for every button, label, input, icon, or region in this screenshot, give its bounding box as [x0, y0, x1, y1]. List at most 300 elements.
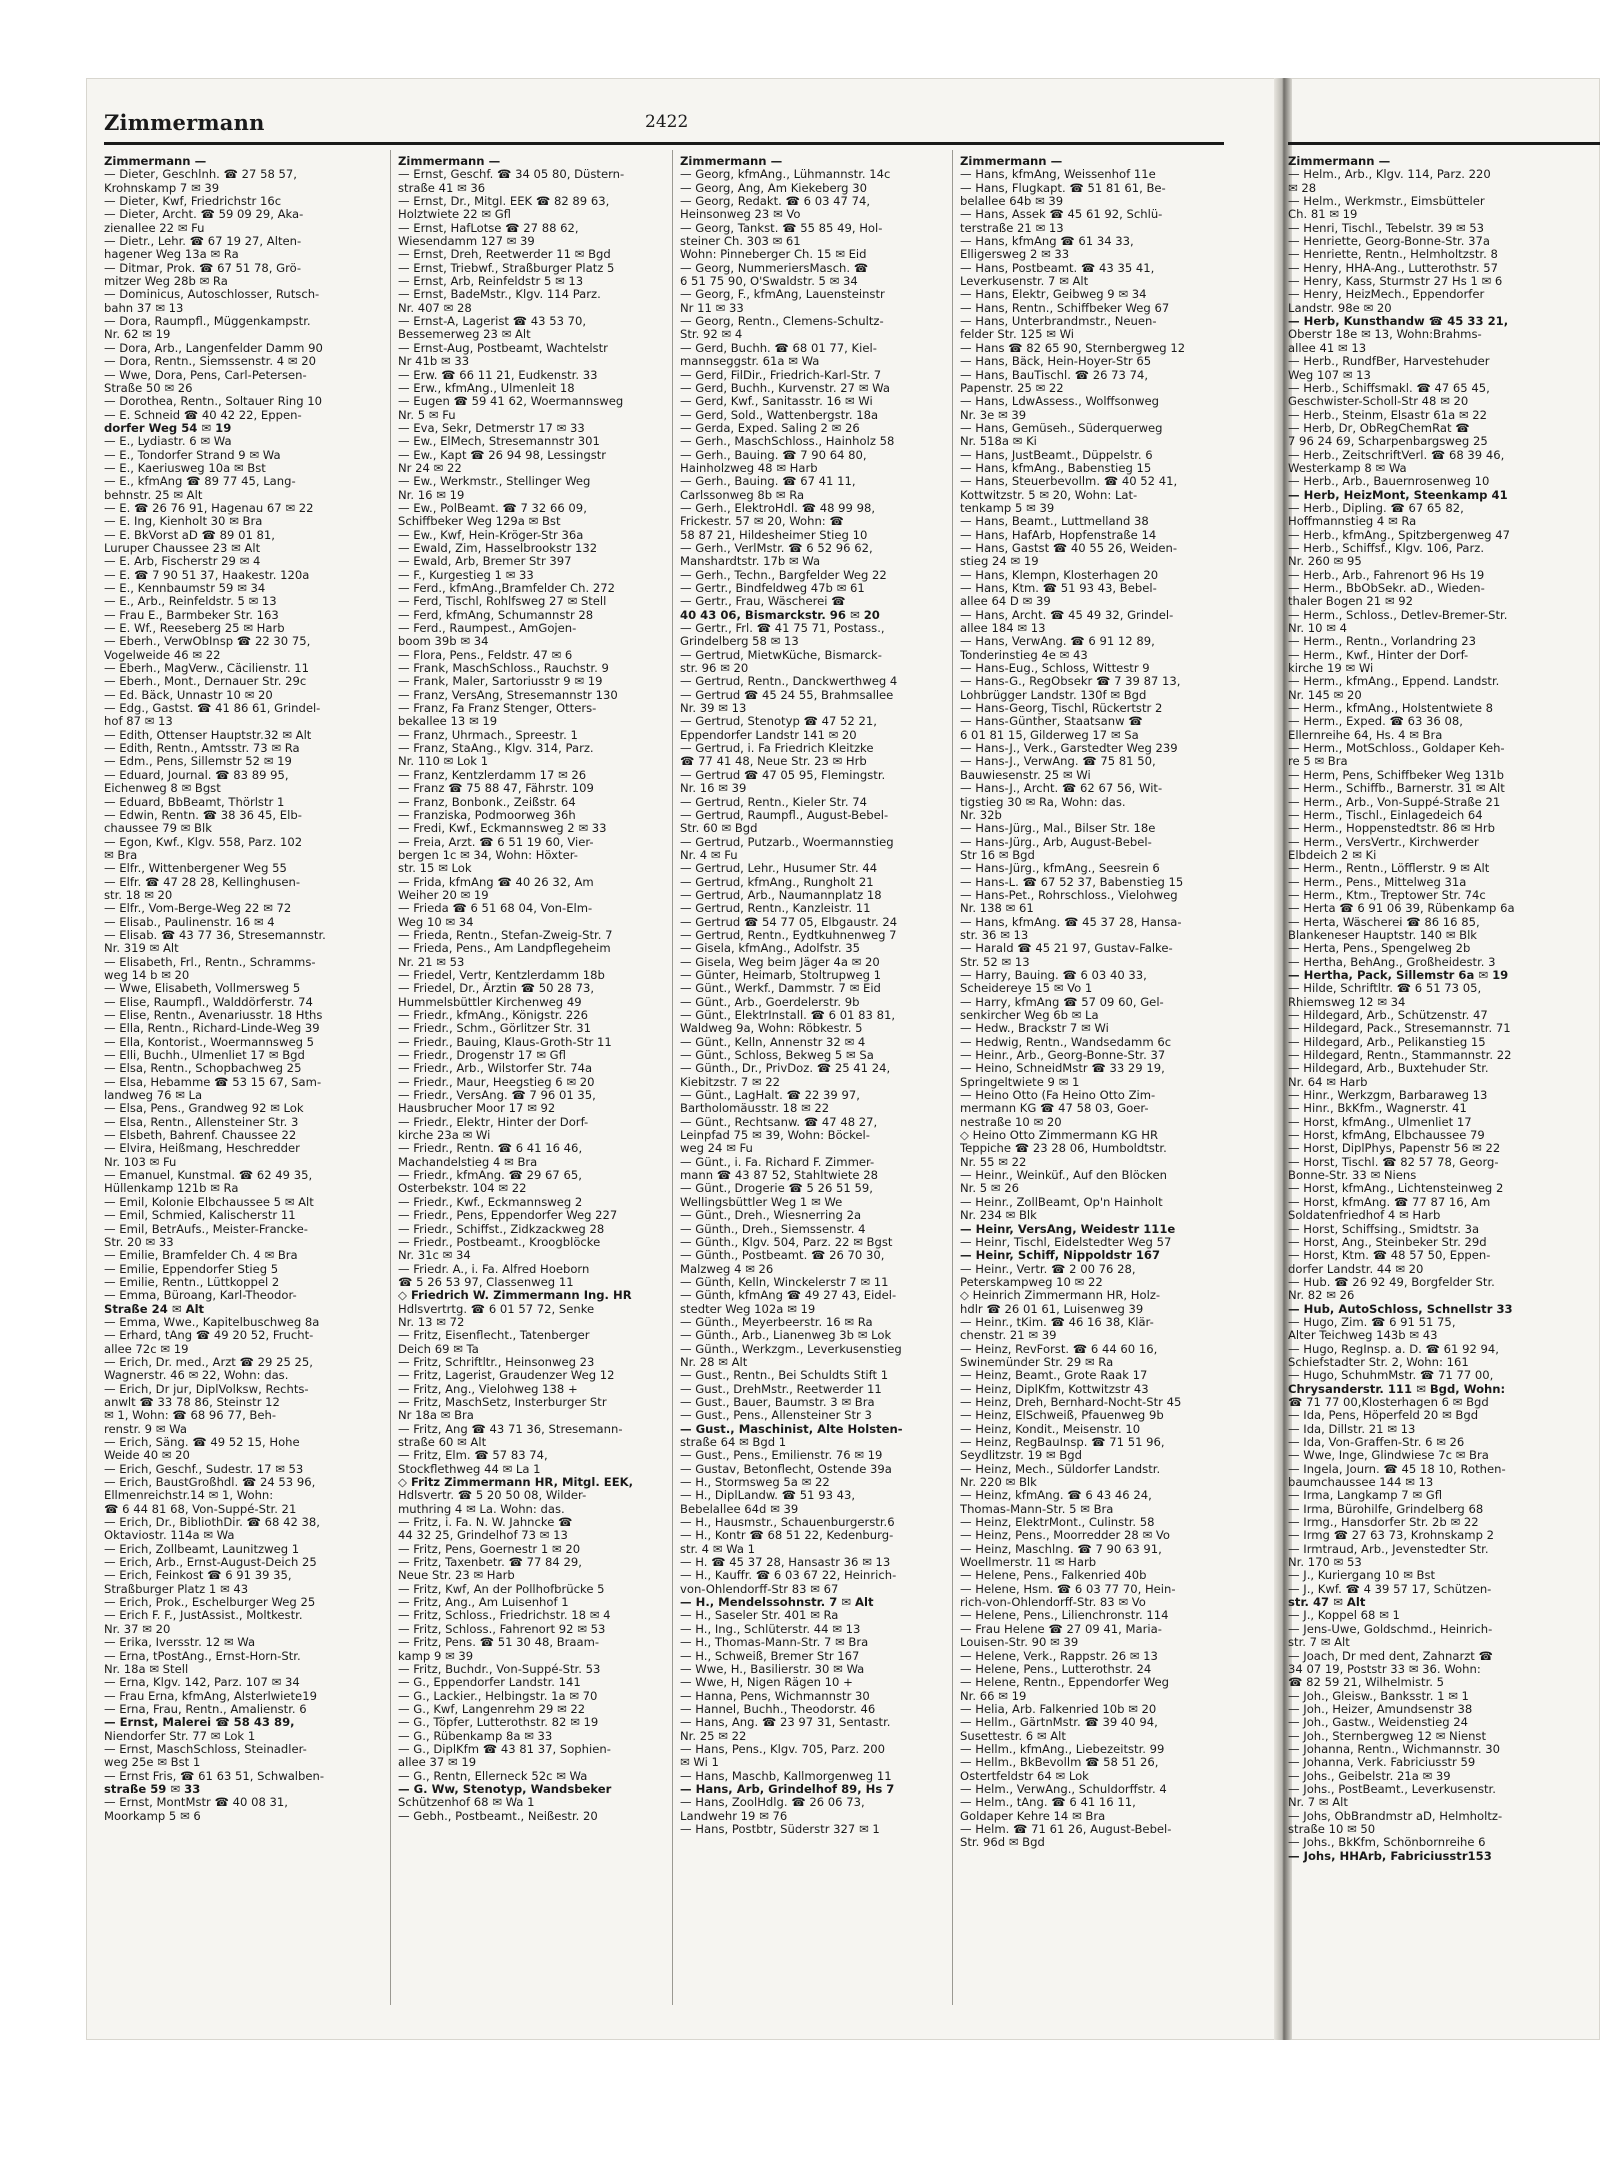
directory-entry: — Erich, Dr. med., Arzt ☎ 29 25 25, — [104, 1355, 313, 1369]
directory-entry: — Herm., VersVertr., Kirchwerder — [1288, 835, 1479, 849]
directory-entry: Str. 52 ✉ 13 — [960, 955, 1030, 969]
directory-entry: chaussee 79 ✉ Blk — [104, 822, 212, 836]
directory-entry: — Herm., Tischl., Einlagedeich 64 — [1288, 808, 1483, 822]
directory-entry: weg 24 ✉ Fu — [680, 1142, 753, 1156]
directory-entry: kamp 9 ✉ 39 — [398, 1649, 474, 1663]
directory-entry: — Emma, Wwe., Kapitelbuschweg 8a — [104, 1315, 320, 1329]
directory-entry: mermann KG ☎ 47 58 03, Goer- — [960, 1102, 1149, 1116]
directory-entry: — Herm., Rentn., Löfflerstr. 9 ✉ Alt — [1288, 862, 1490, 876]
directory-entry: Nr 41b ✉ 33 — [398, 355, 470, 369]
directory-entry: — Gertrud, kfmAng., Rungholt 21 — [680, 875, 874, 889]
directory-entry: — Helm., Arb., Klgv. 114, Parz. 220 — [1288, 168, 1491, 182]
directory-entry: — Erich, Dr., BibliothDir. ☎ 68 42 38, — [104, 1516, 320, 1530]
directory-entry: — Helm. ☎ 71 61 26, August-Bebel- — [960, 1822, 1172, 1836]
directory-entry: — Hildegard, Arb., Pelikanstieg 15 — [1288, 1035, 1486, 1049]
directory-entry: — Gertrud, Arb., Naumannplatz 18 — [680, 888, 882, 902]
directory-entry: — Hans, HafArb, Hopfenstraße 14 — [960, 528, 1157, 542]
directory-entry: — Gertrud ☎ 54 77 05, Elbgaustr. 24 — [680, 915, 898, 929]
directory-entry: — Wwe, H, Nigen Rägen 10 + — [680, 1676, 853, 1690]
directory-entry: — Elisabeth, Frl., Rentn., Schramms- — [104, 955, 316, 969]
directory-entry: — Harry, Bauing. ☎ 6 03 40 33, — [960, 968, 1147, 982]
directory-entry: — Herb., RundfBer, Harvestehuder — [1288, 355, 1490, 369]
directory-entry: — Günt., Arb., Goerdelerstr. 9b — [680, 995, 860, 1009]
directory-entry: — Ernst Fris, ☎ 61 63 51, Schwalben- — [104, 1769, 325, 1783]
directory-entry: — Helene, Rentn., Eppendorfer Weg — [960, 1676, 1169, 1690]
directory-entry: — Emilie, Rentn., Lüttkoppel 2 — [104, 1275, 280, 1289]
directory-entry: — Günt., Werkf., Dammstr. 7 ✉ Eid — [680, 982, 881, 996]
directory-entry: — Hans, Unterbrandmstr., Neuen- — [960, 315, 1157, 329]
column-divider — [390, 150, 391, 2005]
directory-entry: — Hans-Jürg., Mal., Bilser Str. 18e — [960, 822, 1156, 836]
directory-entry: stieg 24 ✉ 19 — [960, 555, 1039, 569]
directory-entry: — Georg, Rentn., Clemens-Schultz- — [680, 315, 884, 329]
directory-entry: str. 36 ✉ 13 — [960, 928, 1029, 942]
directory-entry: — Fritz, Lagerist, Graudenzer Weg 12 — [398, 1369, 615, 1383]
directory-entry: — Heinz, Beamt., Grote Raak 17 — [960, 1369, 1148, 1383]
directory-entry: — Johanna, Verk. Fabriciusstr 59 — [1288, 1756, 1476, 1770]
directory-entry: — Hans, Elektr, Geibweg 9 ✉ 34 — [960, 288, 1147, 302]
directory-entry: — G., Eppendorfer Landstr. 141 — [398, 1676, 581, 1690]
directory-entry: — Heinr., ZollBeamt, Op'n Hainholt — [960, 1195, 1163, 1209]
directory-entry: — Ernst, Malerei ☎ 58 43 89, — [104, 1716, 295, 1730]
directory-entry: Heinsonweg 23 ✉ Vo — [680, 208, 801, 222]
directory-entry: str. 7 ✉ Alt — [1288, 1636, 1350, 1650]
directory-entry: — G., Rübenkamp 8a ✉ 33 — [398, 1729, 553, 1743]
directory-entry: — Ew., Kwf, Hein-Kröger-Str 36a — [398, 528, 584, 542]
directory-entry: allee 37 ✉ 19 — [398, 1756, 477, 1770]
directory-entry: — Hans, kfmAng., Babenstieg 15 — [960, 461, 1152, 475]
directory-entry: — Hans, Arb, Grindelhof 89, Hs 7 — [680, 1782, 895, 1796]
directory-entry: Carlssonweg 8b ✉ Ra — [680, 488, 805, 502]
directory-entry: — Hans, kfmAng, Weissenhof 11e — [960, 168, 1156, 182]
directory-entry: — Hans, Ang. ☎ 23 97 31, Sentastr. — [680, 1716, 891, 1730]
directory-entry: — Ernst, Dreh, Reetwerder 11 ✉ Bgd — [398, 248, 611, 262]
directory-entry: — Elfr. ☎ 47 28 28, Kellinghusen- — [104, 875, 301, 889]
directory-entry: Landstr. 98e ✉ 20 — [1288, 301, 1392, 315]
directory-entry: str. 15 ✉ Lok — [398, 862, 472, 876]
directory-entry: Stockflethweg 44 ✉ La 1 — [398, 1462, 541, 1476]
directory-entry: Hainholzweg 48 ✉ Harb — [680, 461, 818, 475]
directory-entry: — Gertrud, Rentn., Eydtkuhnenweg 7 — [680, 928, 897, 942]
directory-entry: 7 96 24 69, Scharpenbargsweg 25 — [1288, 435, 1488, 449]
directory-entry: — Emilie, Bramfelder Ch. 4 ✉ Bra — [104, 1249, 298, 1263]
directory-entry: — Joh., Gleisw., Banksstr. 1 ✉ 1 — [1288, 1689, 1469, 1703]
directory-entry: — Elisab., Paulinenstr. 16 ✉ 4 — [104, 915, 275, 929]
directory-entry: — Günt., Schloss, Bekweg 5 ✉ Sa — [680, 1049, 874, 1063]
directory-entry: straße 60 ✉ Alt — [398, 1436, 487, 1449]
directory-entry: — Hans, VerwAng. ☎ 6 91 12 89, — [960, 635, 1155, 649]
directory-entry: — Herb., Schiffsmakl. ☎ 47 65 45, — [1288, 381, 1490, 395]
directory-entry: str. 4 ✉ Wa 1 — [680, 1542, 756, 1556]
directory-entry: — Herb., Schiffsf., Klgv. 106, Parz. — [1288, 541, 1485, 555]
directory-entry: — Johanna, Rentn., Wichmannstr. 30 — [1288, 1742, 1501, 1756]
directory-entry: — Edm., Pens, Sillemstr 52 ✉ 19 — [104, 755, 292, 769]
directory-entry: Wohn: Pinneberger Ch. 15 ✉ Eid — [680, 248, 867, 262]
directory-entry: — Dora, Rentn., Siemssenstr. 4 ✉ 20 — [104, 355, 316, 369]
page-header-title: Zimmermann — [104, 110, 265, 135]
directory-entry: — Erna, tPostAng., Ernst-Horn-Str. — [104, 1649, 301, 1663]
directory-entry: — Hans, kfmAng ☎ 61 34 33, — [960, 235, 1134, 249]
directory-entry: — Franz, Fa Franz Stenger, Otters- — [398, 702, 597, 716]
directory-entry: Machandelstieg 4 ✉ Bra — [398, 1155, 538, 1169]
directory-entry: Nr. 16 ✉ 19 — [398, 488, 465, 502]
directory-entry: Malzweg 4 ✉ 26 — [680, 1262, 774, 1276]
directory-entry: Teppiche ☎ 23 28 06, Humboldtstr. — [960, 1142, 1167, 1156]
directory-entry: Nr. 32b — [960, 808, 1002, 822]
directory-entry: — Heinz, Kondit., Meisenstr. 10 — [960, 1422, 1141, 1436]
directory-entry: steiner Ch. 303 ✉ 61 — [680, 235, 801, 249]
directory-entry: — Hinr., Werkzgm, Barbaraweg 13 — [1288, 1089, 1488, 1103]
directory-entry: ✉ 28 — [1288, 181, 1317, 195]
directory-entry: dorfer Landstr. 44 ✉ 20 — [1288, 1262, 1424, 1276]
directory-entry: Nr. 260 ✉ 95 — [1288, 555, 1362, 569]
directory-entry: — Irma, Bürohilfe, Grindelberg 68 — [1288, 1502, 1484, 1516]
directory-entry: — H., Kauffr. ☎ 6 03 67 22, Heinrich- — [680, 1569, 897, 1583]
directory-entry: — Irmg., Hansdorfer Str. 2b ✉ 22 — [1288, 1516, 1479, 1530]
directory-entry: — Johs., PostBeamt., Leverkusenstr. — [1288, 1782, 1496, 1796]
directory-entry: baumchaussee 144 ✉ 13 — [1288, 1476, 1434, 1490]
directory-entry: Kottwitzstr. 5 ✉ 20, Wohn: Lat- — [960, 488, 1138, 502]
directory-entry: — Henri, Tischl., Tebelstr. 39 ✉ 53 — [1288, 221, 1485, 235]
directory-entry: — Friedr., Elektr, Hinter der Dorf- — [398, 1115, 589, 1129]
directory-entry: — Erw., kfmAng., Ulmenleit 18 — [398, 381, 575, 395]
directory-entry: Geschwister-Scholl-Str 48 ✉ 20 — [1288, 395, 1469, 409]
directory-entry: — Gisela, kfmAng., Adolfstr. 35 — [680, 942, 861, 956]
directory-entry: anwlt ☎ 33 78 86, Steinstr 12 — [104, 1395, 280, 1409]
directory-entry: — Heinr., tKim. ☎ 46 16 38, Klär- — [960, 1315, 1154, 1329]
directory-entry: — Herb., ZeitschriftVerl. ☎ 68 39 46, — [1288, 448, 1505, 462]
directory-entry: Bonne-Str. 33 ✉ Niens — [1288, 1169, 1417, 1183]
directory-entry: — Flora, Pens., Feldstr. 47 ✉ 6 — [398, 648, 573, 662]
directory-entry: — Ew., Kapt ☎ 26 94 98, Lessingstr — [398, 448, 607, 462]
directory-entry: — Hans, Bäck, Hein-Hoyer-Str 65 — [960, 355, 1152, 369]
directory-entry: Papenstr. 25 ✉ 22 — [960, 381, 1064, 395]
directory-entry: Rhiemsweg 12 ✉ 34 — [1288, 995, 1406, 1009]
directory-entry: — J., Kuriergang 10 ✉ Bst — [1288, 1569, 1436, 1583]
directory-entry: — Irma, Langkamp 7 ✉ Gfl — [1288, 1489, 1443, 1503]
directory-entry: Schiffbeker Weg 129a ✉ Bst — [398, 515, 561, 529]
directory-entry: Nr. 66 ✉ 19 — [960, 1689, 1027, 1703]
directory-entry: — Fritz, Schloss., Friedrichstr. 18 ✉ 4 — [398, 1609, 611, 1623]
column-heading: Zimmermann — — [398, 155, 501, 168]
directory-entry: — Hans, Postbtr, Süderstr 327 ✉ 1 — [680, 1822, 880, 1836]
directory-entry: Str. 96d ✉ Bgd — [960, 1836, 1045, 1850]
directory-entry: Waldweg 9a, Wohn: Röbkestr. 5 — [680, 1022, 863, 1036]
directory-entry: — Herm., Pens., Mittelweg 31a — [1288, 875, 1467, 889]
directory-entry: rich-von-Ohlendorff-Str. 83 ✉ Vo — [960, 1596, 1146, 1610]
directory-entry: — Gerh., Techn., Bargfelder Weg 22 — [680, 568, 887, 582]
directory-entry: — Ida, Pens, Höperfeld 20 ✉ Bgd — [1288, 1409, 1479, 1423]
directory-entry: — Helm., Werkmstr., Eimsbütteler — [1288, 195, 1485, 209]
directory-entry: ◇ Friedrich W. Zimmermann Ing. HR — [398, 1289, 632, 1303]
directory-entry: — Heinz, kfmAng. ☎ 6 43 46 24, — [960, 1489, 1152, 1503]
directory-entry: — Erich, Säng. ☎ 49 52 15, Hohe — [104, 1436, 300, 1449]
directory-entry: Weg 10 ✉ 34 — [398, 915, 474, 929]
directory-entry: — Helene, Verk., Rappstr. 26 ✉ 13 — [960, 1649, 1158, 1663]
directory-entry: — Ew., Werkmstr., Stellinger Weg — [398, 475, 591, 489]
directory-entry: mannseggstr. 61a ✉ Wa — [680, 355, 820, 369]
directory-entry: — Herm., Schloss., Detlev-Bremer-Str. — [1288, 608, 1508, 622]
directory-entry: — Elisab. ☎ 43 77 36, Stresemannstr. — [104, 928, 326, 942]
directory-entry: kirche 19 ✉ Wi — [1288, 662, 1374, 676]
directory-entry: — Hildegard, Arb., Buxtehuder Str. — [1288, 1062, 1489, 1076]
directory-entry: — Gisela, Weg beim Jäger 4a ✉ 20 — [680, 955, 880, 969]
directory-entry: — Gertrud, Putzarb., Woermannstieg — [680, 835, 894, 849]
directory-entry: belallee 64b ✉ 39 — [960, 195, 1064, 209]
directory-entry: — Hans, Rentn., Schiffbeker Weg 67 — [960, 301, 1170, 315]
directory-entry: — G., DiplKfm ☎ 43 81 37, Sophien- — [398, 1742, 611, 1756]
directory-entry: Oktaviostr. 114a ✉ Wa — [104, 1529, 235, 1543]
directory-entry: — Emil, Schmied, Kalischerstr 11 — [104, 1209, 296, 1223]
header-rule-right-page — [1288, 142, 1600, 145]
directory-entry: — Herb, Dr, ObRegChemRat ☎ — [1288, 421, 1470, 435]
directory-entry: — Günt., ElektrInstall. ☎ 6 01 83 81, — [680, 1009, 896, 1022]
directory-entry: — Herb, Kunsthandw ☎ 45 33 21, — [1288, 315, 1509, 329]
directory-entry: straße 10 ✉ 50 — [1288, 1822, 1376, 1836]
directory-entry: Scheidereye 15 ✉ Vo 1 — [960, 982, 1093, 996]
directory-entry: — Hugo, Zim. ☎ 6 91 51 75, — [1288, 1315, 1456, 1329]
directory-entry: — Frida, kfmAng ☎ 40 26 32, Am — [398, 875, 594, 889]
directory-entry: mann ☎ 43 87 52, Stahltwiete 28 — [680, 1169, 878, 1183]
directory-entry: Nr. 39 ✉ 13 — [680, 702, 747, 716]
directory-entry: — Herta ☎ 6 91 06 39, Rübenkamp 6a — [1288, 902, 1515, 916]
directory-entry: — Helene, Pens., Lutterothstr. 24 — [960, 1662, 1152, 1676]
directory-entry: — Günt., Rechtsanw. ☎ 47 48 27, — [680, 1115, 878, 1129]
directory-entry: felder Str. 125 ✉ Wi — [960, 328, 1075, 342]
directory-entry: — Johs., BkKfm, Schönbornreihe 6 — [1288, 1836, 1486, 1850]
directory-entry: stedter Weg 102a ✉ 19 — [680, 1302, 816, 1316]
directory-entry: — E., Kennbaumstr 59 ✉ 34 — [104, 582, 266, 595]
directory-entry: — Günt., Drogerie ☎ 5 26 51 59, — [680, 1182, 873, 1196]
directory-entry: — Hans, Beamt., Luttmelland 38 — [960, 515, 1149, 529]
directory-entry: Leinpfad 75 ✉ 39, Wohn: Böckel- — [680, 1129, 870, 1143]
directory-entry: — Heinz, RevForst. ☎ 6 44 60 16, — [960, 1342, 1158, 1356]
directory-entry: — Friedr. A., i. Fa. Alfred Hoeborn — [398, 1262, 590, 1276]
directory-entry: Nr. 145 ✉ 20 — [1288, 688, 1362, 702]
directory-entry: — Hub, AutoSchloss, Schnellstr 33 — [1288, 1302, 1513, 1316]
directory-entry: ☎ 82 59 21, Wilhelmistr. 5 — [1288, 1676, 1445, 1690]
directory-entry: — Dieter, Archt. ☎ 59 09 29, Aka- — [104, 208, 304, 222]
directory-entry: — Fritz, Pens, Goernestr 1 ✉ 20 — [398, 1542, 581, 1556]
directory-entry: — Ernst, BadeMstr., Klgv. 114 Parz. — [398, 288, 601, 302]
directory-entry: Hdlsvertrtg. ☎ 6 01 57 72, Senke — [398, 1302, 595, 1316]
directory-entry: — Erich, Feinkost ☎ 6 91 39 35, — [104, 1569, 292, 1583]
directory-entry: chenstr. 21 ✉ 39 — [960, 1329, 1057, 1343]
directory-entry: — Hans, Gemüseh., Süderquerweg — [960, 421, 1163, 435]
directory-entry: Thomas-Mann-Str. 5 ✉ Bra — [960, 1502, 1114, 1516]
directory-entry: — Ernst, Arb, Reinfeldstr 5 ✉ 13 — [398, 275, 584, 289]
directory-entry: — E., Kaeriusweg 10a ✉ Bst — [104, 461, 266, 475]
directory-entry: — Ernst, Dr., Mitgl. EEK ☎ 82 89 63, — [398, 195, 610, 209]
directory-entry: 34 07 19, Poststr 33 ✉ 36. Wohn: — [1288, 1662, 1481, 1676]
directory-entry: — Irmg ☎ 27 63 73, Krohnskamp 2 — [1288, 1529, 1494, 1543]
directory-entry: — H., Saseler Str. 401 ✉ Ra — [680, 1609, 839, 1623]
directory-entry: zienallee 22 ✉ Fu — [104, 221, 205, 235]
directory-entry: Str 16 ✉ Bgd — [960, 848, 1035, 862]
directory-entry: — Franz, StaAng., Klgv. 314, Parz. — [398, 742, 594, 756]
directory-entry: — Herb., Arb., Fahrenort 96 Hs 19 — [1288, 568, 1485, 582]
directory-entry: Wagnerstr. 46 ✉ 22, Wohn: das. — [104, 1369, 289, 1383]
directory-entry: — Ella, Rentn., Richard-Linde-Weg 39 — [104, 1022, 320, 1036]
directory-entry: — Heinr, VersAng, Weidestr 111e — [960, 1222, 1176, 1236]
directory-entry: — Fritz, Elm. ☎ 57 83 74, — [398, 1449, 548, 1463]
directory-entry: — Horst, kfmAng., Ulmenliet 17 — [1288, 1115, 1472, 1129]
directory-column-2 — [398, 155, 673, 2035]
directory-entry: — Wwe, Elisabeth, Vollmersweg 5 — [104, 982, 301, 996]
directory-entry: Nr. 4 ✉ Fu — [680, 848, 738, 862]
directory-entry: — Hellm., GärtnMstr. ☎ 39 40 94, — [960, 1716, 1158, 1730]
directory-entry: — Erna, Frau, Rentn., Amalienstr. 6 — [104, 1702, 307, 1716]
directory-entry: Frickestr. 57 ✉ 20, Wohn: ☎ — [680, 515, 844, 529]
directory-entry: — E., Tondorfer Strand 9 ✉ Wa — [104, 448, 281, 462]
directory-entry: — Ferd, kfmAng, Schumannstr 28 — [398, 608, 594, 622]
directory-entry: — Hans-Jürg., kfmAng., Seesrein 6 — [960, 862, 1160, 876]
directory-entry: Ostertfeldstr 64 ✉ Lok — [960, 1769, 1089, 1783]
directory-entry: bekallee 13 ✉ 19 — [398, 715, 498, 729]
directory-entry: boom 39b ✉ 34 — [398, 635, 489, 649]
directory-entry: — Fritz, Kwf, An der Pollhofbrücke 5 — [398, 1582, 605, 1596]
directory-entry: — Franz, Uhrmach., Spreestr. 1 — [398, 728, 578, 742]
directory-entry: — Eberh., Mont., Dernauer Str. 29c — [104, 675, 307, 689]
directory-entry: muthring 4 ✉ La. Wohn: das. — [398, 1502, 565, 1516]
directory-entry: — Edg., Gastst. ☎ 41 86 61, Grindel- — [104, 702, 321, 716]
directory-entry: — H., DiplLandw. ☎ 51 93 43, — [680, 1489, 856, 1503]
directory-entry: 58 87 21, Hildesheimer Stieg 10 — [680, 528, 868, 542]
directory-entry: — Emil, BetrAufs., Meister-Francke- — [104, 1222, 308, 1236]
directory-entry: — Henriette, Georg-Bonne-Str. 37a — [1288, 235, 1490, 249]
directory-entry: Straßburger Platz 1 ✉ 43 — [104, 1582, 249, 1596]
directory-entry: terstraße 21 ✉ 13 — [960, 221, 1064, 235]
directory-entry: — Gerh., ElektroHdl. ☎ 48 99 98, — [680, 501, 876, 515]
page-number: 2422 — [645, 112, 689, 132]
directory-entry: ☎ 77 41 48, Neue Str. 23 ✉ Hrb — [680, 755, 867, 769]
directory-entry: — Ferd., Raumpest., AmGojen- — [398, 622, 577, 636]
directory-entry: — Hub. ☎ 26 92 49, Borgfelder Str. — [1288, 1275, 1495, 1289]
directory-entry: — Franziska, Podmoorweg 36h — [398, 808, 576, 822]
directory-entry: renstr. 9 ✉ Wa — [104, 1422, 187, 1436]
directory-entry: — Hans, Klempn, Klosterhagen 20 — [960, 568, 1159, 582]
directory-entry: Krohnskamp 7 ✉ 39 — [104, 181, 220, 195]
directory-entry: — Herm., kfmAng., Eppend. Landstr. — [1288, 675, 1500, 689]
directory-entry: — Gertrud ☎ 47 05 95, Flemingstr. — [680, 768, 886, 782]
directory-entry: — Herm, Pens, Schiffbeker Weg 131b — [1288, 768, 1504, 782]
directory-entry: — Emil, Kolonie Elbchaussee 5 ✉ Alt — [104, 1195, 314, 1209]
directory-entry: — Heinz, Dreh, Bernhard-Nocht-Str 45 — [960, 1395, 1182, 1409]
directory-entry: — Friedr., Rentn. ☎ 6 41 16 46, — [398, 1142, 583, 1156]
directory-entry: Soldatenfriedhof 4 ✉ Harb — [1288, 1209, 1441, 1223]
directory-entry: hdlr ☎ 26 01 61, Luisenweg 39 — [960, 1302, 1144, 1316]
directory-entry: — Hans, Postbeamt. ☎ 43 35 41, — [960, 261, 1155, 275]
directory-entry: — Friedr., Schiffst., Zidkzackweg 28 — [398, 1222, 605, 1236]
directory-entry: ◇ Fritz Zimmermann HR, Mitgl. EEK, — [398, 1476, 633, 1490]
directory-entry: Manshardtstr. 17b ✉ Wa — [680, 555, 821, 569]
directory-entry: — Horst, kfmAng, Elbchaussee 79 — [1288, 1129, 1485, 1143]
directory-entry: — Franz, VersAng, Stresemannstr 130 — [398, 688, 618, 702]
directory-entry: Hoffmannstieg 4 ✉ Ra — [1288, 515, 1417, 529]
directory-entry: ☎ 6 44 81 68, Von-Suppé-Str. 21 — [104, 1502, 297, 1516]
directory-entry: allee 184 ✉ 13 — [960, 622, 1046, 636]
directory-entry: — Herm., BbObSekr. aD., Wieden- — [1288, 582, 1485, 595]
directory-entry: — Helene, Pens., Falkenried 40b — [960, 1569, 1147, 1583]
directory-entry: ◇ Heinrich Zimmermann HR, Holz- — [960, 1289, 1161, 1303]
directory-entry: — Herb., kfmAng., Spitzbergenweg 47 — [1288, 528, 1510, 542]
directory-entry: — Eberh., MagVerw., Cäcilienstr. 11 — [104, 662, 310, 676]
directory-entry: Bebelallee 64d ✉ 39 — [680, 1502, 799, 1516]
directory-entry: Chrysanderstr. 111 ✉ Bgd, Wohn: — [1288, 1382, 1506, 1396]
directory-entry: — Emanuel, Kunstmal. ☎ 62 49 35, — [104, 1169, 313, 1183]
directory-entry: ◇ Heino Otto Zimmermann KG HR — [960, 1129, 1159, 1143]
directory-entry: — Hildegard, Rentn., Stammannstr. 22 — [1288, 1049, 1512, 1063]
directory-entry: Peterskampweg 10 ✉ 22 — [960, 1275, 1103, 1289]
directory-entry: — Friedel, Dr., Ärztin ☎ 50 28 73, — [398, 982, 595, 996]
directory-entry: — Gerd, Buchh., Kurvenstr. 27 ✉ Wa — [680, 381, 890, 395]
directory-entry: — Friedr., kfmAng., Königstr. 226 — [398, 1009, 588, 1022]
directory-entry: Nr. 5 ✉ 26 — [960, 1182, 1019, 1196]
directory-entry: — Frau Erna, kfmAng, Alsterlwiete19 — [104, 1689, 317, 1703]
directory-entry: Springeltwiete 9 ✉ 1 — [960, 1075, 1080, 1089]
directory-entry: — Hans-Günther, Staatsanw ☎ — [960, 715, 1143, 729]
directory-entry: — Heinz, DiplKfm, Kottwitzstr 43 — [960, 1382, 1149, 1396]
directory-entry: — Ditmar, Prok. ☎ 67 51 78, Grö- — [104, 261, 302, 275]
directory-entry: — Hans-Jürg., Arb, August-Bebel- — [960, 835, 1152, 849]
directory-entry: — Friedr., Kwf., Eckmannsweg 2 — [398, 1195, 583, 1209]
directory-entry: — Hans, Pens., Klgv. 705, Parz. 200 — [680, 1742, 885, 1756]
directory-entry: — Gust., Maschinist, Alte Holsten- — [680, 1422, 903, 1436]
directory-entry: — Herm., Rentn., Vorlandring 23 — [1288, 635, 1477, 649]
directory-entry: Nr. 31c ✉ 34 — [398, 1249, 471, 1263]
directory-entry: — Hans-J., VerwAng. ☎ 75 81 50, — [960, 755, 1156, 769]
directory-entry: ☎ 5 26 53 97, Classenweg 11 — [398, 1275, 574, 1289]
directory-entry: — Friedr., Bauing, Klaus-Groth-Str 11 — [398, 1035, 612, 1049]
directory-entry: Nr. 170 ✉ 53 — [1288, 1556, 1362, 1570]
directory-entry: — Friedr., Postbeamt., Kroogblöcke — [398, 1235, 601, 1249]
directory-entry: Nr 24 ✉ 22 — [398, 461, 462, 475]
directory-entry: — Dieter, Kwf, Friedrichstr 16c — [104, 195, 282, 209]
directory-entry: — Erich, Zollbeamt, Launitzweg 1 — [104, 1542, 300, 1556]
directory-entry: Bessemerweg 23 ✉ Alt — [398, 328, 531, 342]
directory-entry: hof 87 ✉ 13 — [104, 715, 173, 729]
directory-entry: — Günth., Dr., PrivDoz. ☎ 25 41 24, — [680, 1062, 891, 1076]
directory-entry: senkircher Weg 6b ✉ La — [960, 1009, 1099, 1022]
directory-entry: Wiesendamm 127 ✉ 39 — [398, 235, 535, 249]
directory-entry: Moorkamp 5 ✉ 6 — [104, 1809, 201, 1823]
directory-entry: Elbdeich 2 ✉ Ki — [1288, 848, 1377, 862]
directory-entry: — Hans, Gastst ☎ 40 55 26, Weiden- — [960, 541, 1178, 555]
directory-entry: Elligersweg 2 ✉ 33 — [960, 248, 1070, 262]
directory-entry: — Franz, Bonbonk., Zeißstr. 64 — [398, 795, 576, 809]
directory-entry: — Herb., Arb., Bauernrosenweg 10 — [1288, 475, 1490, 489]
directory-entry: — Günth., Klgv. 504, Parz. 22 ✉ Bgst — [680, 1235, 893, 1249]
directory-entry: — Friedr., Arb., Wilstorfer Str. 74a — [398, 1062, 593, 1076]
directory-entry: — Edith, Ottenser Hauptstr.32 ✉ Alt — [104, 728, 312, 742]
directory-entry: — Joh., Gastw., Weidenstieg 24 — [1288, 1716, 1469, 1730]
directory-entry: — Eduard, BbBeamt, Thörlstr 1 — [104, 795, 285, 809]
directory-entry: — Eduard, Journal. ☎ 83 89 95, — [104, 768, 289, 782]
directory-entry: — Hertha, Pack, Sillemstr 6a ✉ 19 — [1288, 968, 1509, 982]
directory-entry: — Erhard, tAng ☎ 49 20 52, Frucht- — [104, 1329, 314, 1343]
directory-entry: Niendorfer Str. 77 ✉ Lok 1 — [104, 1729, 256, 1743]
directory-entry: Louisen-Str. 90 ✉ 39 — [960, 1636, 1079, 1650]
directory-entry: — Gerh., MaschSchloss., Hainholz 58 — [680, 435, 895, 449]
directory-entry: — Hedw., Brackstr 7 ✉ Wi — [960, 1022, 1109, 1036]
directory-entry: — Heinz, Mech., Süldorfer Landstr. — [960, 1462, 1161, 1476]
directory-entry: — Gust., Pens., Allensteiner Str 3 — [680, 1409, 872, 1423]
directory-entry: — Gertrud, i. Fa Friedrich Kleitzke — [680, 742, 874, 756]
directory-entry: — Hedwig, Rentn., Wandsedamm 6c — [960, 1035, 1172, 1049]
directory-entry: — Günt., i. Fa. Richard F. Zimmer- — [680, 1155, 875, 1169]
directory-entry: — Georg, F., kfmAng, Lauensteinstr — [680, 288, 885, 302]
directory-entry: — Eberh., VerwObInsp ☎ 22 30 75, — [104, 635, 311, 649]
